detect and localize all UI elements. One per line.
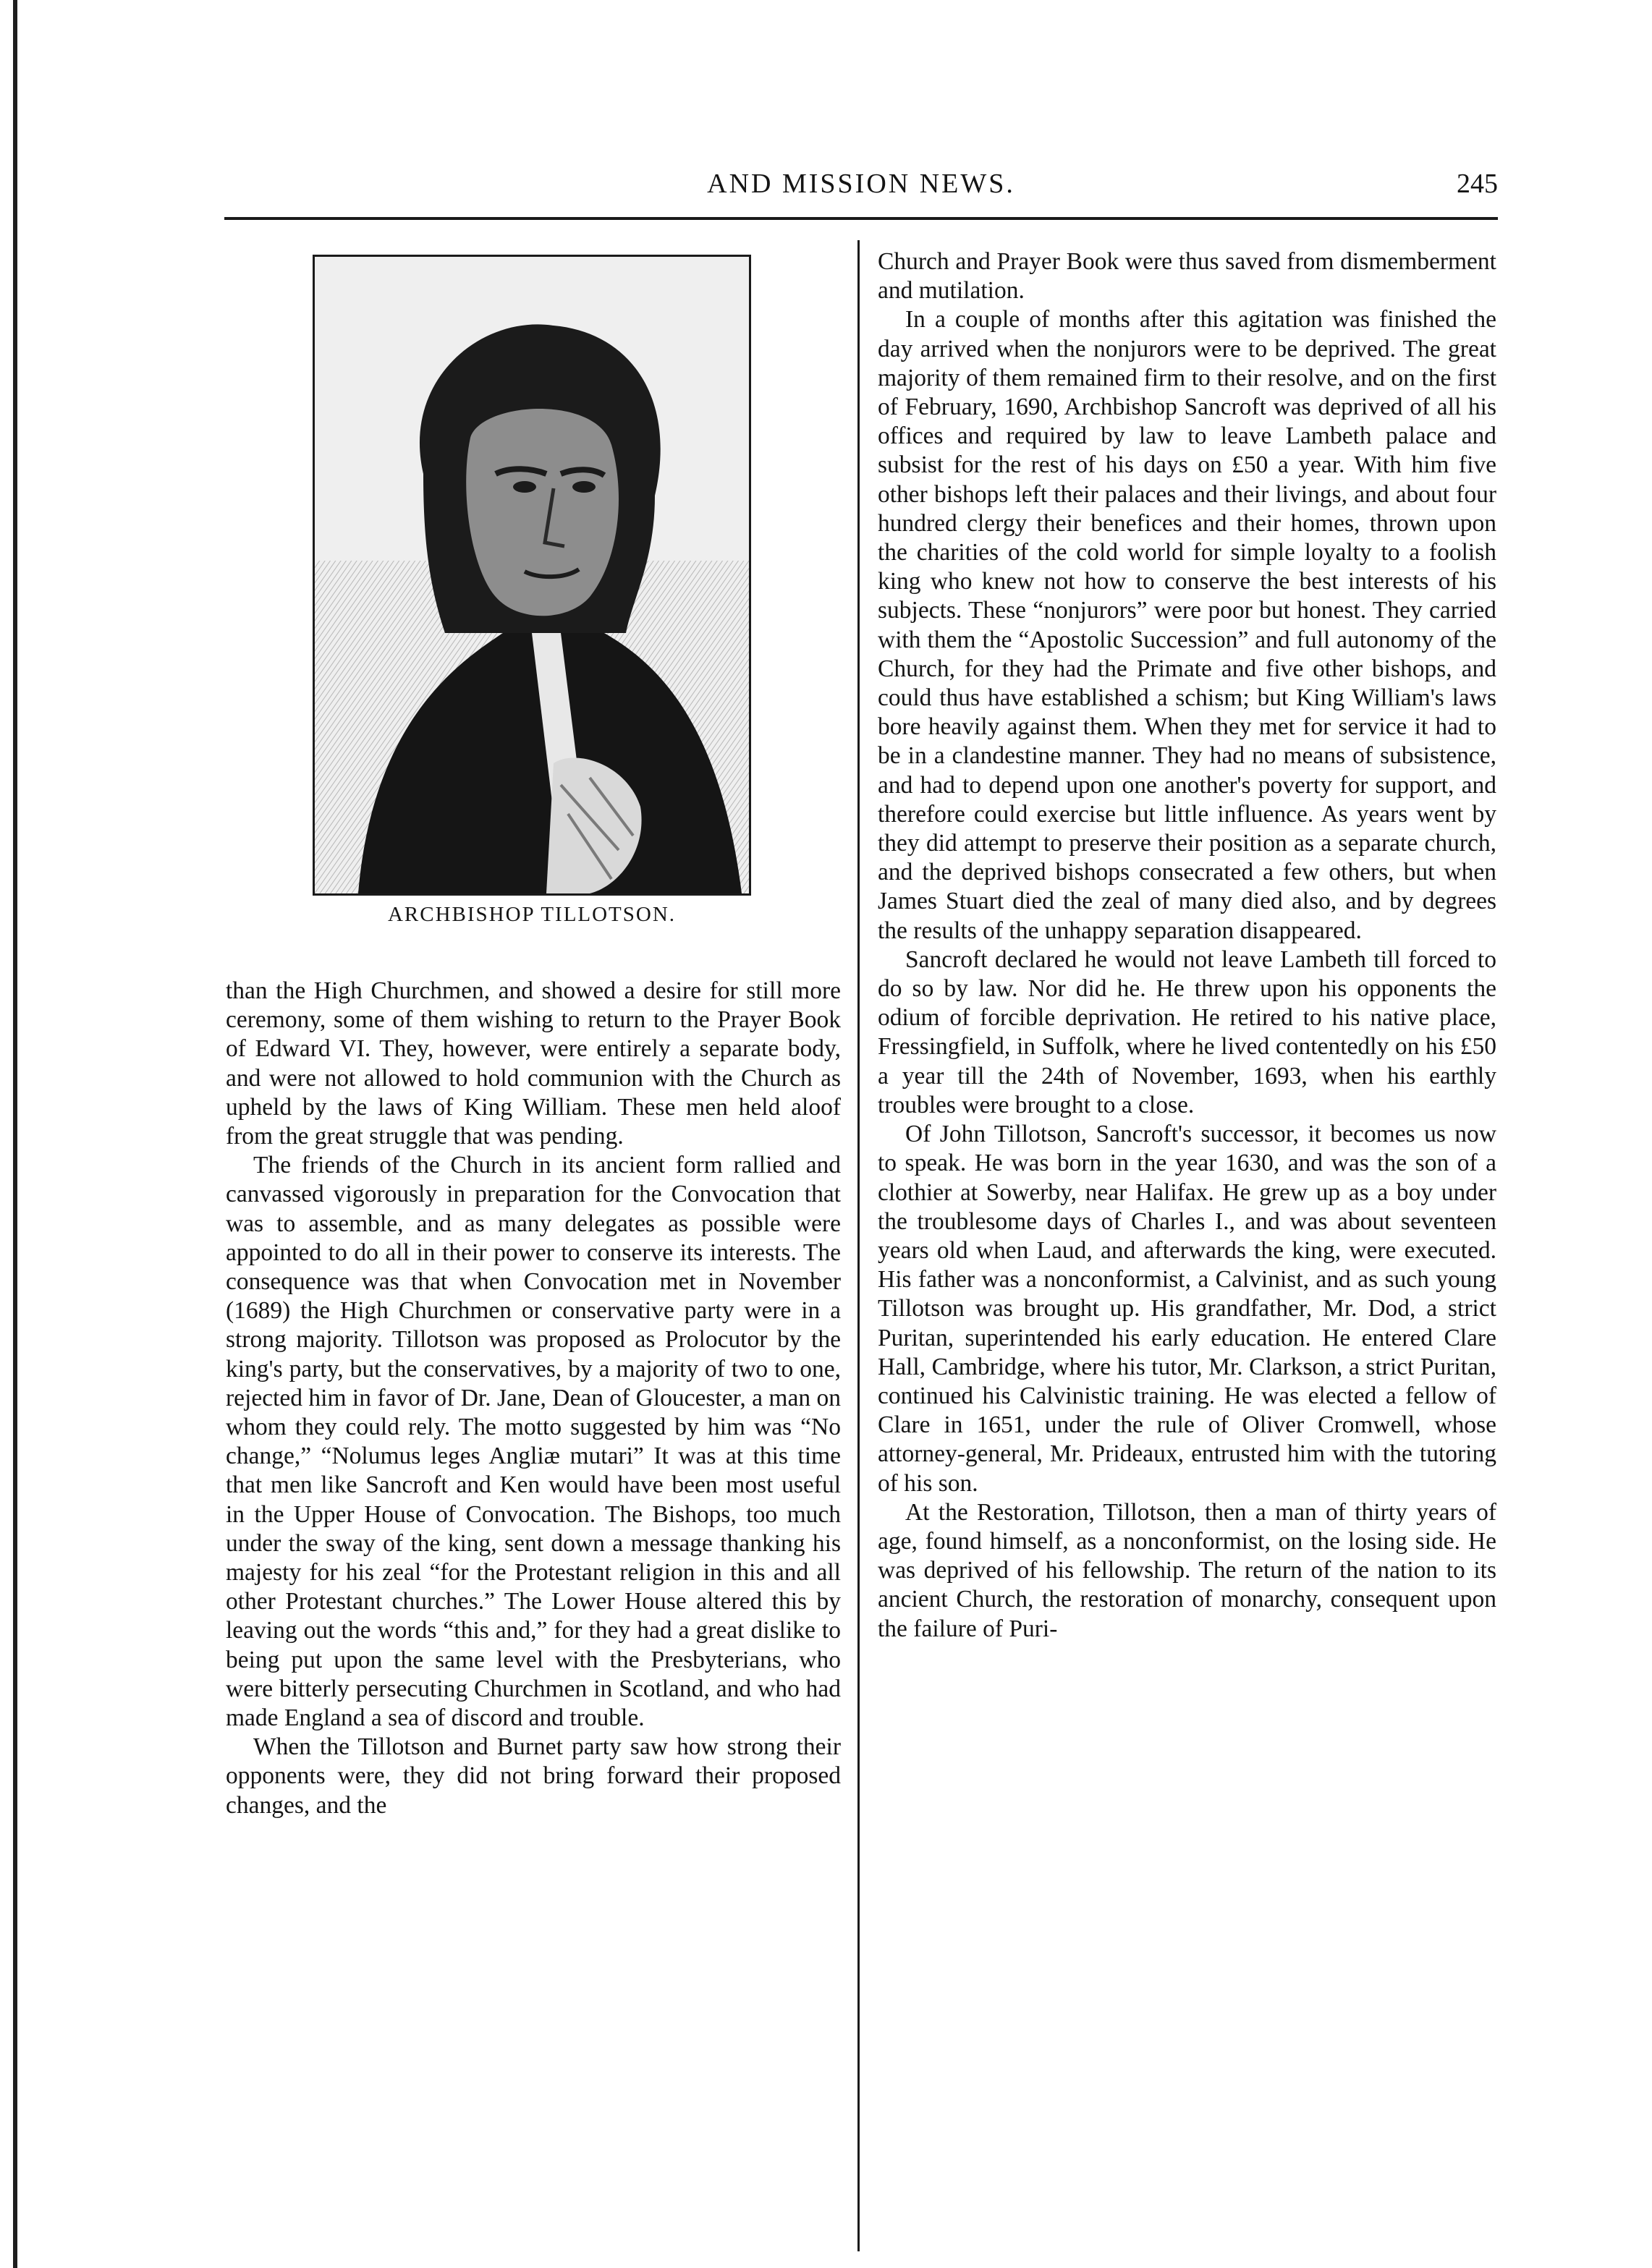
paragraph: When the Tillotson and Burnet party saw how strong their opponents were, they did not bring forward their proposed changes, and the	[226, 1733, 841, 1819]
header-rule	[224, 217, 1498, 220]
left-column	[226, 977, 841, 1820]
paragraph: Of John Tillotson, Sancroft's successor, it becomes us now to speak. He was born in the year 1630, and was the son of a clothier at Sowerby, near Halifax. He grew up as a boy under the troublesome days of Charles I., and was about seventeen years old when Laud, and afterwards the king, were executed. His father was a nonconformist, a Calvinist, and as such young Tillotson was brought up. His grandfather, Mr. Dod, a strict Puritan, superintended his early education. He entered Clare Hall, Cambridge, where his tutor, Mr. Clarkson, a strict Puritan, continued his Calvinistic training. He was elected a fellow of Clare in 1651, under the rule of Oliver Cromwell, whose attorney-general, Mr. Prideaux, entrusted him with the tutoring of his son.	[878, 1121, 1496, 1497]
paragraph: The friends of the Church in its ancient form rallied and canvassed vigorously in preparation for the Convocation that was to assemble, and as many delegates as possible were appointed to do all in their power to conserve its interests. The consequence was that when Convocation met in November (1689) the High Churchmen or conservative party were in a strong majority. Tillotson was proposed as Prolocutor by the king's party, but the conservatives, by a majority of two to one, rejected him in favor of Dr. Jane, Dean of Gloucester, a man on whom they could rely. The motto suggested by him was “No change,” “Nolumus leges Angliæ mutari” It was at this time that men like Sancroft and Ken would have been most useful in the Upper House of Convocation. The Bishops, too much under the sway of the king, sent down a message thanking his majesty for his zeal “for the Protestant religion in this and all other Protestant churches.” The Lower House altered this by leaving out the words “this and,” for they had a great dislike to being put upon the same level with the Presbyterians, who were bitterly persecuting Churchmen in Scotland, and who had made England a sea of discord and trouble.	[226, 1152, 841, 1732]
page-number: 245	[1457, 169, 1498, 199]
running-head	[224, 165, 1498, 211]
paragraph: At the Restoration, Tillotson, then a man of thirty years of age, found himself, as a nonconformist, on the losing side. He was deprived of his fellowship. The return of the nation to its ancient Church, the restoration of monarchy, consequent upon the failure of Puri-	[878, 1498, 1496, 1642]
archbishop-portrait-illustration	[313, 255, 751, 896]
portrait-engraving	[315, 257, 749, 893]
paragraph: Sancroft declared he would not leave Lambeth till forced to do so by law. Nor did he. He threw upon his opponents the odium of forcible deprivation. He retired to his native place, Fressingfield, in Suffolk, where he lived contentedly on his £50 a year till the 24th of November, 1693, when his earthly troubles were brought to a close.	[878, 946, 1496, 1118]
column-divider	[857, 240, 860, 2251]
scan-edge-shadow	[13, 0, 17, 2268]
paragraph: than the High Churchmen, and showed a desire for still more ceremony, some of them wishing to return to the Prayer Book of Edward VI. They, however, were entirely a separate body, and were not allowed to hold communion with the Church as upheld by the laws of King William. These men held aloof from the great struggle that was pending.	[226, 977, 841, 1150]
running-title: AND MISSION NEWS.	[707, 169, 1015, 199]
figure-caption: ARCHBISHOP TILLOTSON.	[387, 903, 677, 926]
paragraph: Church and Prayer Book were thus saved from dismemberment and mutilation.	[878, 248, 1496, 305]
paragraph: In a couple of months after this agitation was finished the day arrived when the nonjurors were to be deprived. The great majority of them remained firm to their resolve, and on the first of February, 1690, Archbishop Sancroft was deprived of all his offices and required by law to leave Lambeth palace and subsist for the rest of his days on £50 a year. With him five other bishops left their palaces and their livings, and about four hundred clergy their benefices and their homes, thrown upon the charities of the cold world for simple loyalty to a foolish king who knew not how to conserve the best interests of his subjects. These “nonjurors” were poor but honest. They carried with them the “Apostolic Succession” and full autonomy of the Church, for they had the Primate and five other bishops, and could thus have established a schism; but King William's laws bore heavily against them. When they met for service it had to be in a clandestine manner. They had no means of subsistence, and had to depend upon one another's poverty for support, and therefore could exercise but little influence. As years went by they did attempt to preserve their position as a separate church, and the deprived bishops consecrated a few others, but when James Stuart died the zeal of many died also, and by degrees the results of the unhappy separation disappeared.	[878, 306, 1496, 944]
right-column	[878, 247, 1496, 1644]
